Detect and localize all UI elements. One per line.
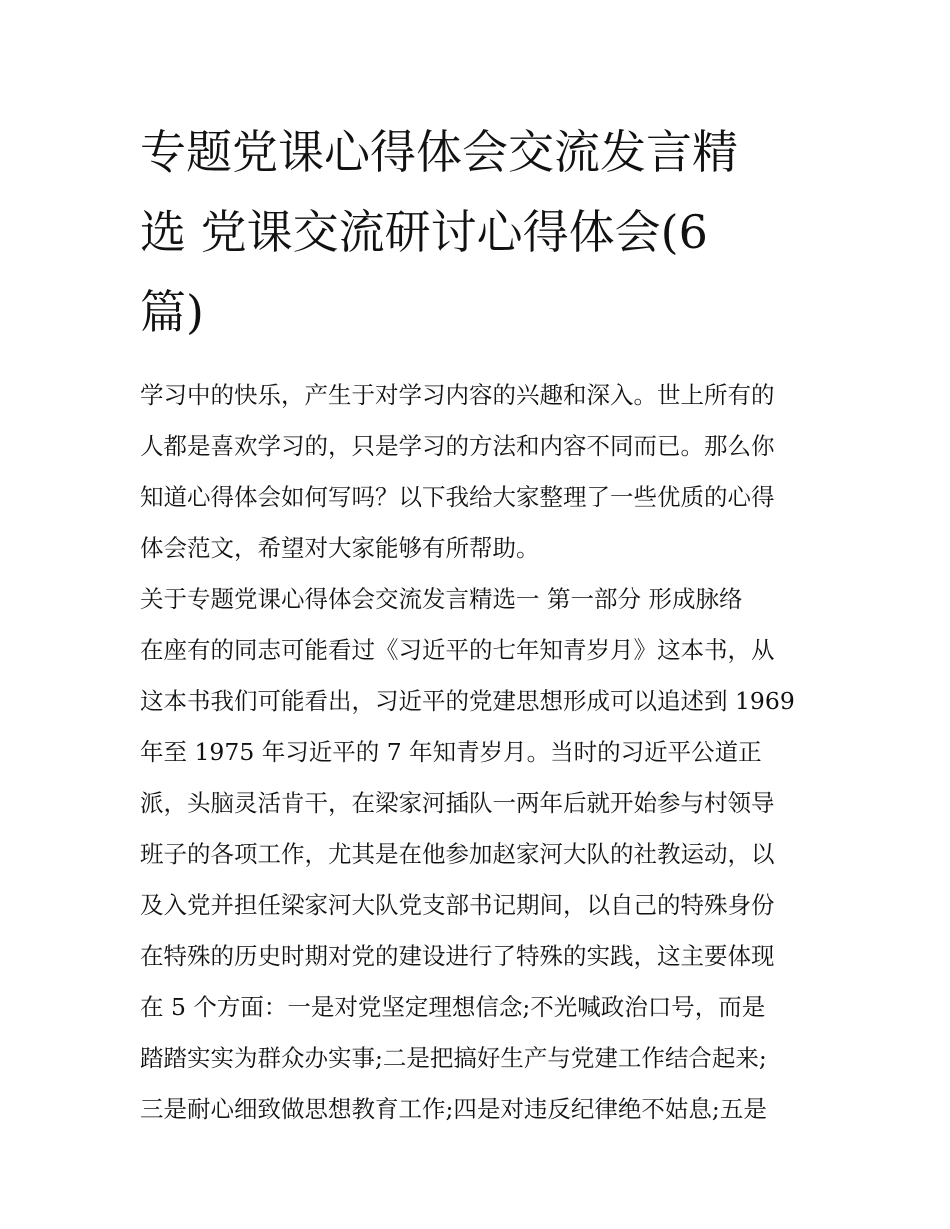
body-line: 派，头脑灵活肯干，在梁家河插队一两年后就开始参与村领导	[140, 789, 775, 817]
body-line: 年至 1975 年习近平的 7 年知青岁月。当时的习近平公道正	[140, 738, 762, 766]
document-body	[140, 370, 815, 1135]
body-line: 三是耐心细致做思想教育工作;四是对违反纪律绝不姑息;五是	[140, 1095, 767, 1123]
document-content	[140, 112, 815, 1135]
body-line: 在 5 个方面：一是对党坚定理想信念;不光喊政治口号，而是	[140, 993, 766, 1021]
body-line: 及入党并担任梁家河大队党支部书记期间，以自己的特殊身份	[140, 891, 775, 919]
title-line: 专题党课心得体会交流发言精	[140, 125, 738, 179]
body-line: 在座有的同志可能看过《习近平的七年知青岁月》这本书，从	[140, 636, 775, 664]
section-heading-line: 关于专题党课心得体会交流发言精选一 第一部分 形成脉络	[140, 585, 743, 613]
document-title	[140, 112, 815, 352]
body-line: 踏踏实实为群众办实事;二是把搞好生产与党建工作结合起来;	[140, 1044, 767, 1072]
body-line: 在特殊的历史时期对党的建设进行了特殊的实践，这主要体现	[140, 942, 775, 970]
title-line: 篇)	[140, 285, 204, 339]
body-line: 体会范文，希望对大家能够有所帮助。	[140, 534, 540, 562]
title-line: 选 党课交流研讨心得体会(6	[140, 205, 708, 259]
body-line: 班子的各项工作，尤其是在他参加赵家河大队的社教运动，以	[140, 840, 775, 868]
body-line: 知道心得体会如何写吗？以下我给大家整理了一些优质的心得	[140, 483, 775, 511]
body-line: 这本书我们可能看出，习近平的党建思想形成可以追述到 1969	[140, 687, 795, 715]
body-line: 学习中的快乐，产生于对学习内容的兴趣和深入。世上所有的	[140, 381, 775, 409]
body-line: 人都是喜欢学习的，只是学习的方法和内容不同而已。那么你	[140, 432, 775, 460]
